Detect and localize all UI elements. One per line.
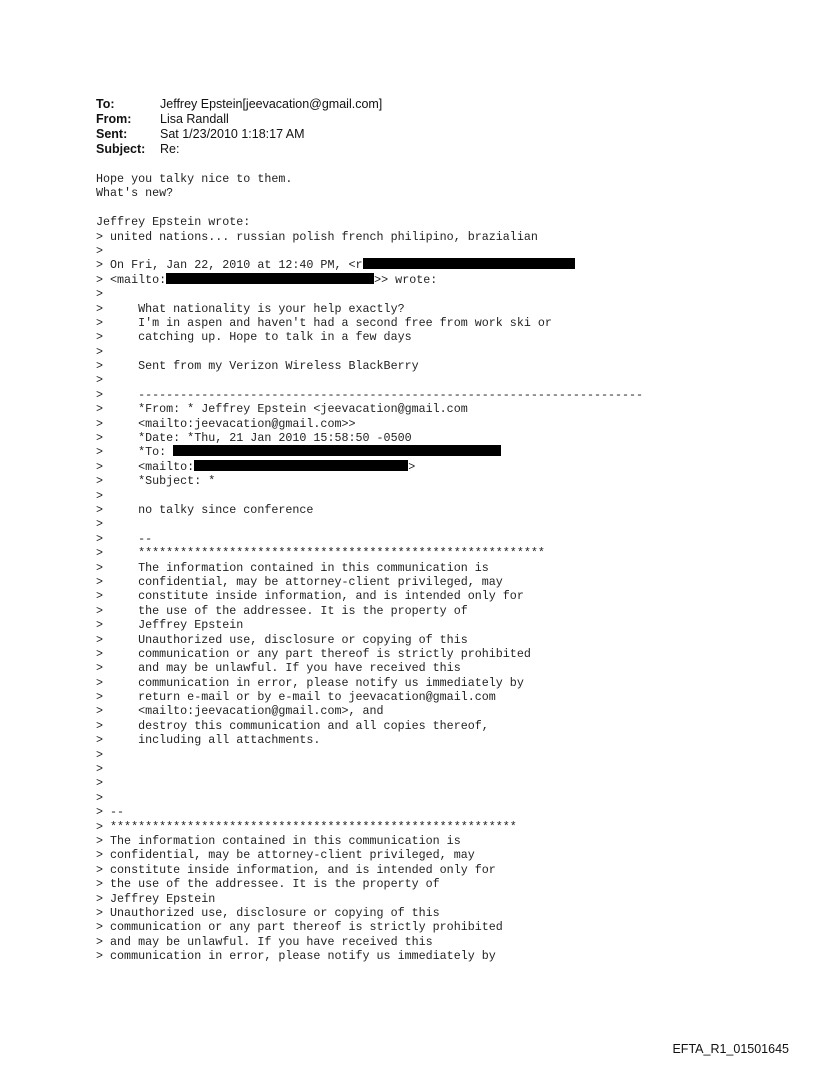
body-line-text: > On Fri, Jan 22, 2010 at 12:40 PM, <r [96,258,363,273]
body-line: > return e-mail or by e-mail to jeevacation@gmail.com [96,690,496,705]
body-line: > confidential, may be attorney-client privileged, may [96,574,503,589]
redaction-bar [173,445,501,456]
body-line: > united nations... russian polish french philipino, brazialian [96,229,538,244]
body-line: > ********************************************************** [96,819,517,834]
header-from-row [96,112,382,127]
body-line: > constitute inside information, and is intended only for [96,589,524,604]
redaction-bar [363,258,575,269]
body-line: > [96,373,104,388]
body-line: > destroy this communication and all copies thereof, [96,718,489,733]
body-line-text: > <mailto: [96,459,195,474]
body-line: > and may be unlawful. If you have received this [96,661,461,676]
body-line: > *From: * Jeffrey Epstein <jeevacation@gmail.com [96,402,468,417]
from-value: Lisa Randall [160,112,229,126]
email-body [96,172,643,963]
body-line: > the use of the addressee. It is the property of [96,877,440,892]
to-value: Jeffrey Epstein[jeevacation@gmail.com] [160,97,383,111]
body-line: > The information contained in this communication is [96,833,461,848]
body-line: > -- [96,531,153,546]
body-line: > ********************************************************** [96,546,545,561]
body-line: > [96,344,104,359]
body-line: > *Date: *Thu, 21 Jan 2010 15:58:50 -0500 [96,431,412,446]
body-line: > *Subject: * [96,474,216,489]
body-line [96,460,643,474]
sent-label: Sent: [96,127,128,141]
body-line: > The information contained in this communication is [96,560,489,575]
body-line: > [96,776,104,791]
body-line-text: > [408,459,416,474]
body-line: > no talky since conference [96,502,314,517]
body-line: > <mailto:jeevacation@gmail.com>, and [96,704,384,719]
redaction-bar [166,273,374,284]
body-line: > Unauthorized use, disclosure or copying of this [96,905,440,920]
body-line: > communication in error, please notify us immediately by [96,675,524,690]
body-line: > [96,243,104,258]
body-line: > [96,790,104,805]
body-line: > communication or any part thereof is strictly prohibited [96,920,503,935]
body-line: > Unauthorized use, disclosure or copying of this [96,632,468,647]
body-line [96,273,643,287]
from-label: From: [96,112,132,126]
body-line: > I'm in aspen and haven't had a second free from work ski or [96,315,552,330]
body-line: > Sent from my Verizon Wireless BlackBerry [96,359,419,374]
email-header [96,97,382,157]
body-line [96,445,643,459]
body-line [96,201,643,215]
body-line [96,258,643,272]
body-line: What's new? [96,186,174,201]
body-line-text: >> wrote: [374,272,438,287]
subject-value: Re: [160,142,180,156]
body-line: > the use of the addressee. It is the property of [96,603,468,618]
body-line: > [96,517,104,532]
body-line-text: > *To: [96,445,174,460]
body-line: > [96,488,104,503]
body-line: > communication in error, please notify us immediately by [96,949,496,964]
body-line: Hope you talky nice to them. [96,172,293,186]
body-line: > ------------------------------------------------------------------------ [96,387,644,402]
body-line: > including all attachments. [96,733,321,748]
body-line: > and may be unlawful. If you have received this [96,934,433,949]
body-line: > [96,287,104,302]
header-subject-row [96,142,382,157]
body-line: > Jeffrey Epstein [96,891,216,906]
body-line: > What nationality is your help exactly? [96,301,405,316]
to-label: To: [96,97,115,111]
body-line: > communication or any part thereof is strictly prohibited [96,646,531,661]
body-line-text: > <mailto: [96,272,167,287]
body-line: > -- [96,805,125,820]
header-sent-row [96,127,382,142]
body-line: > Jeffrey Epstein [96,618,244,633]
body-line: > [96,747,104,762]
body-line: > <mailto:jeevacation@gmail.com>> [96,416,356,431]
sent-value: Sat 1/23/2010 1:18:17 AM [160,127,305,141]
body-line: > constitute inside information, and is intended only for [96,862,496,877]
subject-label: Subject: [96,142,146,156]
body-line: > catching up. Hope to talk in a few days [96,330,412,345]
header-to-row [96,97,382,112]
body-line: Jeffrey Epstein wrote: [96,215,251,230]
redaction-bar [194,460,408,471]
document-id: EFTA_R1_01501645 [672,1042,789,1056]
body-line: > [96,762,104,777]
body-line: > confidential, may be attorney-client privileged, may [96,848,475,863]
